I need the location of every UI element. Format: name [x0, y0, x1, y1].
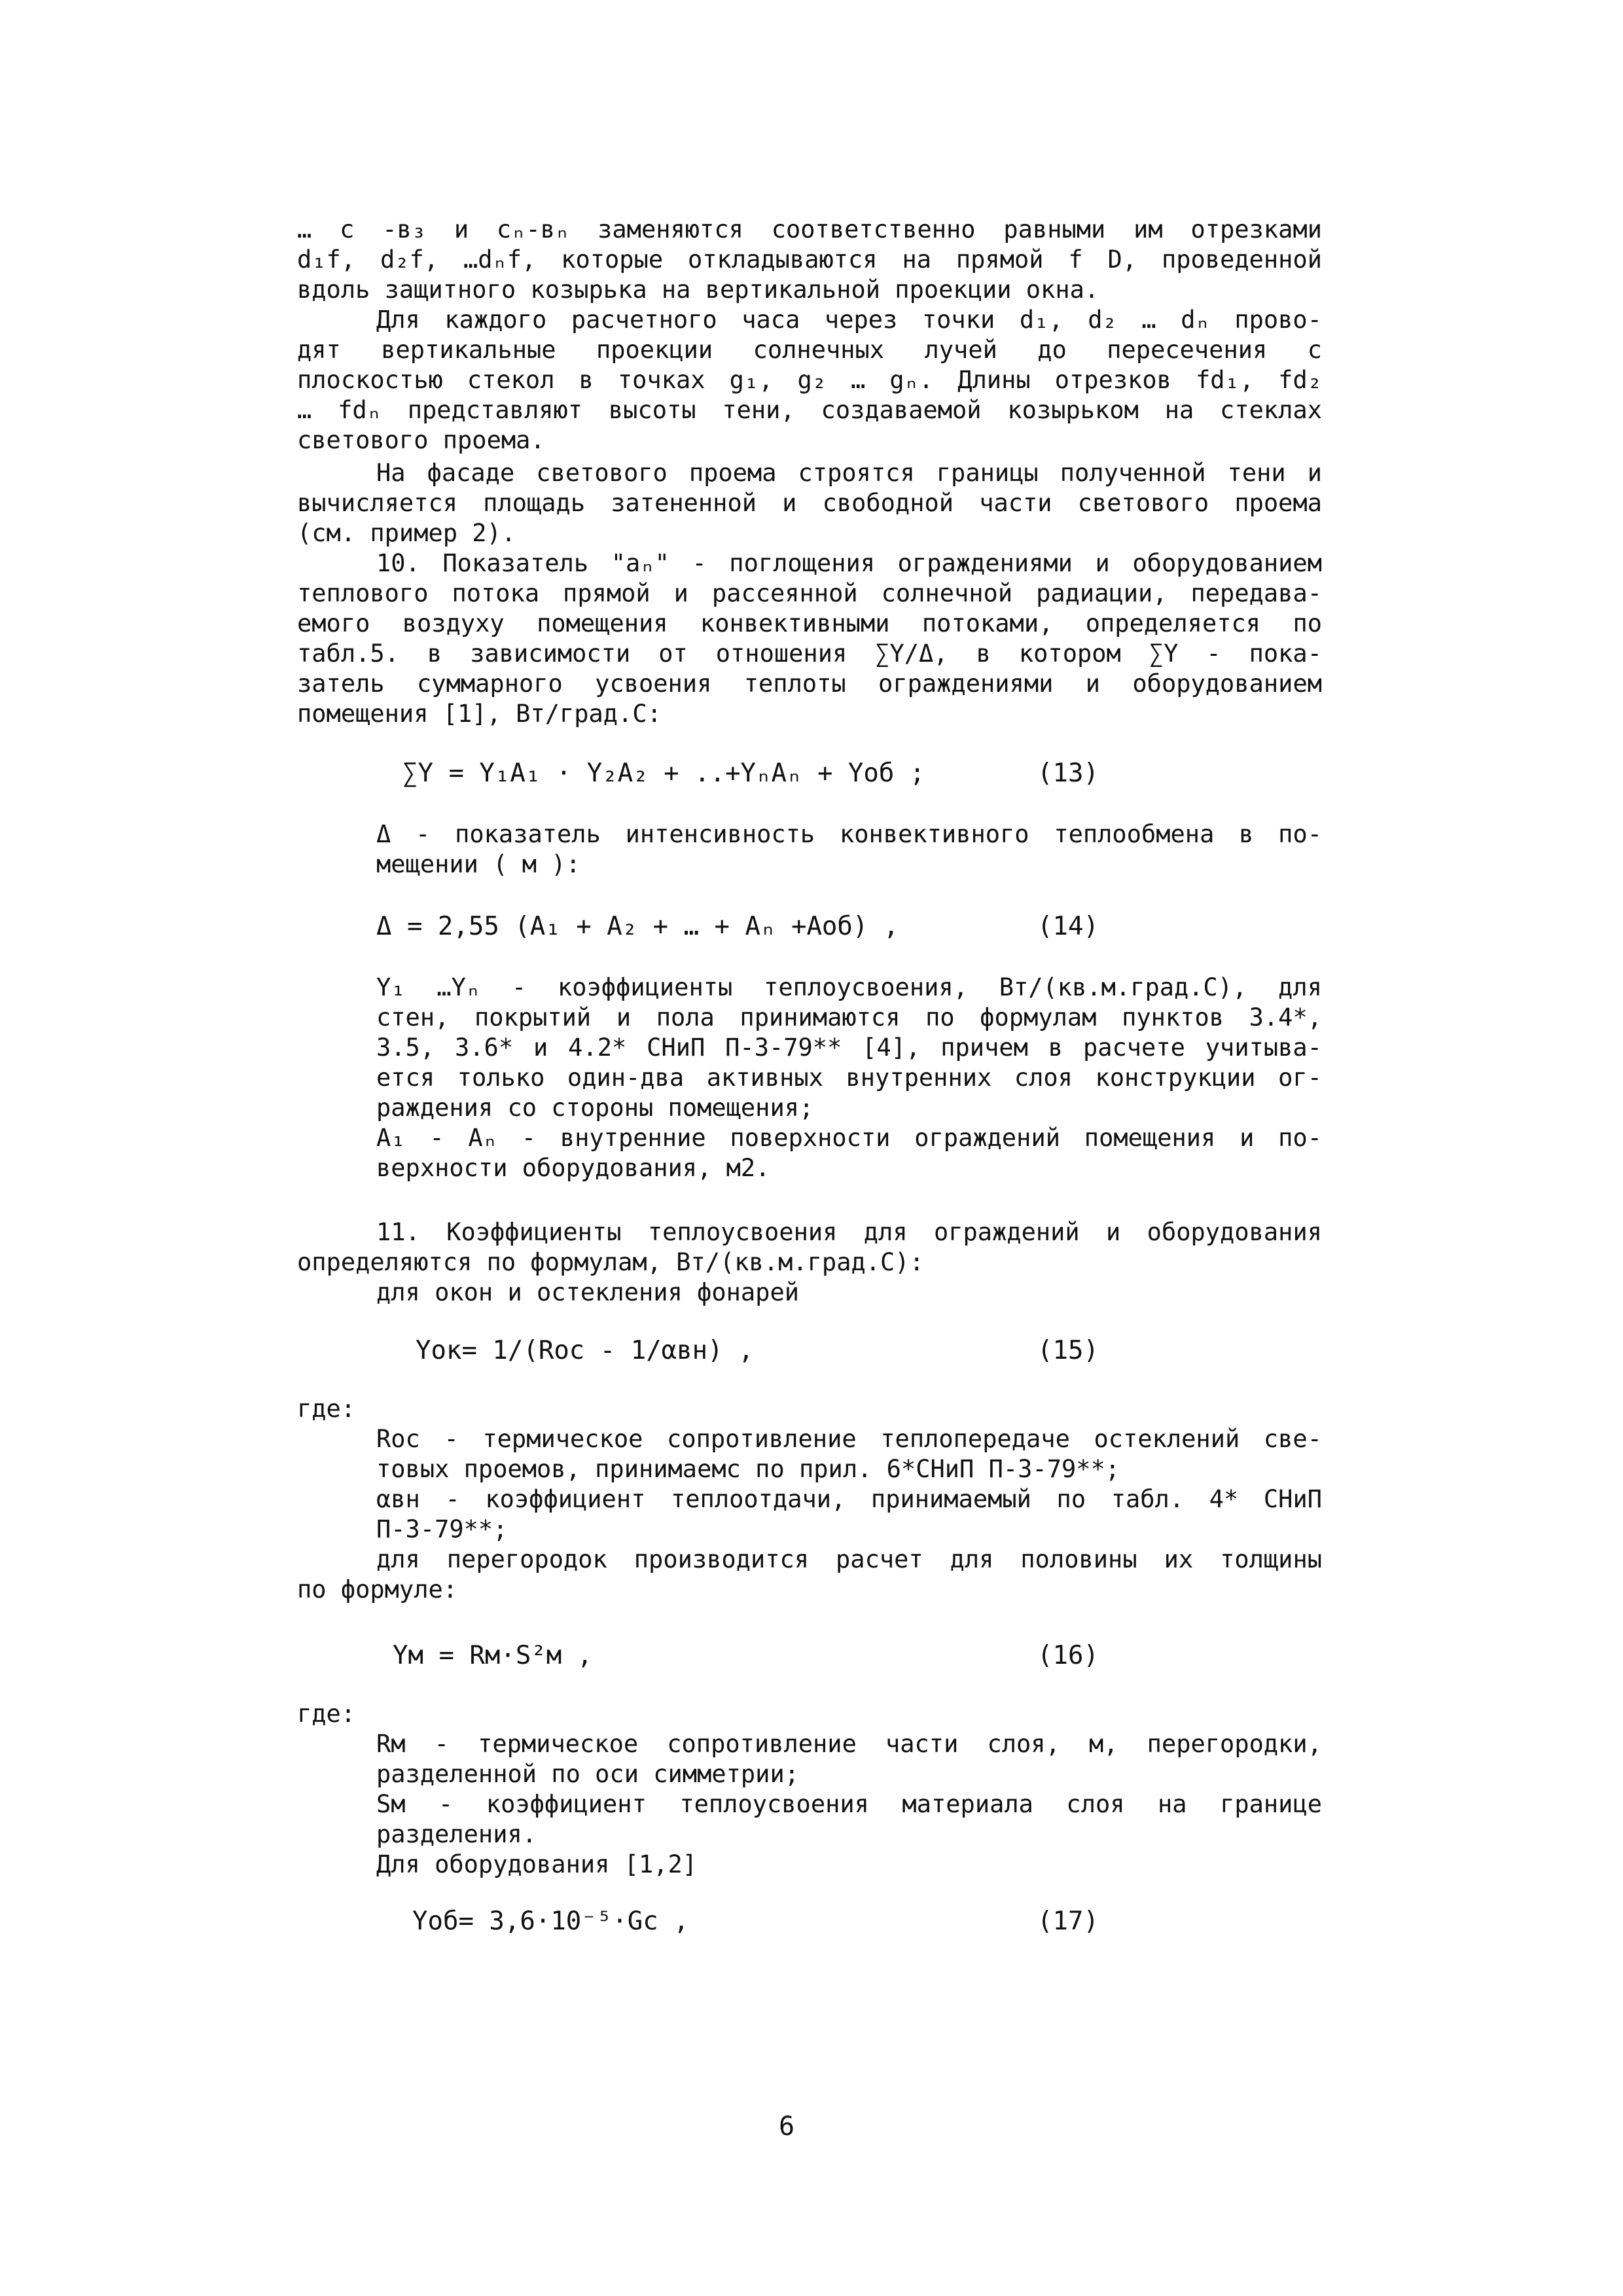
text-line: Для каждого расчетного часа через точки d₁, d₂ … dₙ прово- — [376, 306, 1322, 334]
text-line: П-3-79**; — [376, 1515, 508, 1543]
text-line: светового проема. — [297, 426, 545, 454]
text-line: разделения. — [376, 1820, 537, 1848]
text-line: вдоль защитного козырька на вертикальной проекции окна. — [297, 276, 1099, 304]
text-line: верхности оборудования, м2. — [376, 1154, 770, 1182]
text-line: раждения со стороны помещения; — [376, 1094, 814, 1122]
text-line: по формуле: — [297, 1575, 458, 1604]
text-line: На фасаде светового проема строятся границы полученной тени и — [376, 459, 1322, 487]
text-line: 3.5, 3.6* и 4.2* СНиП П-3-79** [4], причем в расчете учитыва- — [376, 1033, 1322, 1062]
text-line: для окон и остекления фонарей — [376, 1278, 800, 1306]
text-line: теплового потока прямой и рассеянной солнечной радиации, передава- — [297, 579, 1322, 607]
text-line: разделенной по оси симметрии; — [376, 1760, 800, 1788]
text-line: затель суммарного усвоения теплоты ограждениями и оборудованием — [297, 670, 1322, 698]
formula-number: (14) — [1037, 912, 1099, 941]
text-line: товых проемов, принимаемс по прил. 6*СНиП П-3-79**; — [376, 1455, 1120, 1483]
formula-17: Yоб= 3,6·10⁻⁵·Gс , — [412, 1907, 689, 1936]
text-line: где: — [297, 1700, 356, 1728]
text-line: d₁f, d₂f, …dₙf, которые откладываются на прямой f D, проведенной — [297, 245, 1322, 274]
text-line: определяются по формулам, Вт/(кв.м.град.С): — [297, 1248, 924, 1276]
text-line: плоскостью стекол в точках g₁, g₂ … gₙ. Длины отрезков fd₁, fd₂ — [297, 366, 1322, 394]
text-line: (см. пример 2). — [297, 519, 516, 547]
text-line: дят вертикальные проекции солнечных лучей до пересечения с — [297, 336, 1322, 364]
text-line: Rос - термическое сопротивление теплопередаче остеклений све- — [376, 1425, 1322, 1453]
text-line: Δ - показатель интенсивность конвективного теплообмена в по- — [376, 820, 1322, 848]
text-line: ется только один-два активных внутренних слоя конструкции ог- — [376, 1064, 1322, 1092]
formula-number: (16) — [1037, 1641, 1099, 1670]
text-line: … c -в₃ и cₙ-вₙ заменяются соответственно равными им отрезками — [297, 215, 1322, 243]
formula-14: Δ = 2,55 (A₁ + A₂ + … + Aₙ +Aоб) , — [376, 912, 899, 941]
formula-number: (17) — [1037, 1907, 1099, 1936]
text-line: Sм - коэффициент теплоусвоения материала слоя на границе — [376, 1790, 1322, 1818]
formula-16: Yм = Rм·S²м , — [393, 1641, 593, 1670]
formula-number: (15) — [1037, 1336, 1099, 1365]
text-line: 11. Коэффициенты теплоусвоения для ограждений и оборудования — [376, 1218, 1322, 1246]
formula-15: Yок= 1/(Rос - 1/αвн) , — [416, 1336, 754, 1365]
text-line: стен, покрытий и пола принимаются по формулам пунктов 3.4*, — [376, 1003, 1322, 1031]
text-line: табл.5. в зависимости от отношения ∑Y/Δ, в котором ∑Y - пока- — [297, 639, 1322, 668]
text-line: Rм - термическое сопротивление части слоя, м, перегородки, — [376, 1730, 1322, 1758]
text-line: 10. Показатель "aₙ" - поглощения ограждениями и оборудованием — [376, 549, 1322, 577]
formula-13: ∑Y = Y₁A₁ · Y₂A₂ + ..+YₙAₙ + Yоб ; — [402, 759, 925, 788]
text-line: вычисляется площадь затененной и свободной части светового проема — [297, 489, 1322, 517]
text-line: Y₁ …Yₙ - коэффициенты теплоусвоения, Вт/(кв.м.град.С), для — [376, 973, 1322, 1001]
text-line: мещении ( м ): — [376, 850, 580, 878]
text-line: αвн - коэффициент теплоотдачи, принимаемый по табл. 4* СНиП — [376, 1485, 1322, 1513]
text-line: A₁ - Aₙ - внутренние поверхности ограждений помещения и по- — [376, 1124, 1322, 1152]
page-number: 6 — [779, 2111, 795, 2142]
text-line: помещения [1], Вт/град.С: — [297, 700, 662, 728]
formula-number: (13) — [1037, 759, 1099, 788]
text-line: для перегородок производится расчет для половины их толщины — [376, 1545, 1322, 1573]
text-line: … fdₙ представляют высоты тени, создаваемой козырьком на стеклах — [297, 396, 1322, 424]
text-line: емого воздуху помещения конвективными потоками, определяется по — [297, 609, 1322, 637]
text-line: Для оборудования [1,2] — [376, 1850, 698, 1878]
text-line: где: — [297, 1395, 356, 1423]
